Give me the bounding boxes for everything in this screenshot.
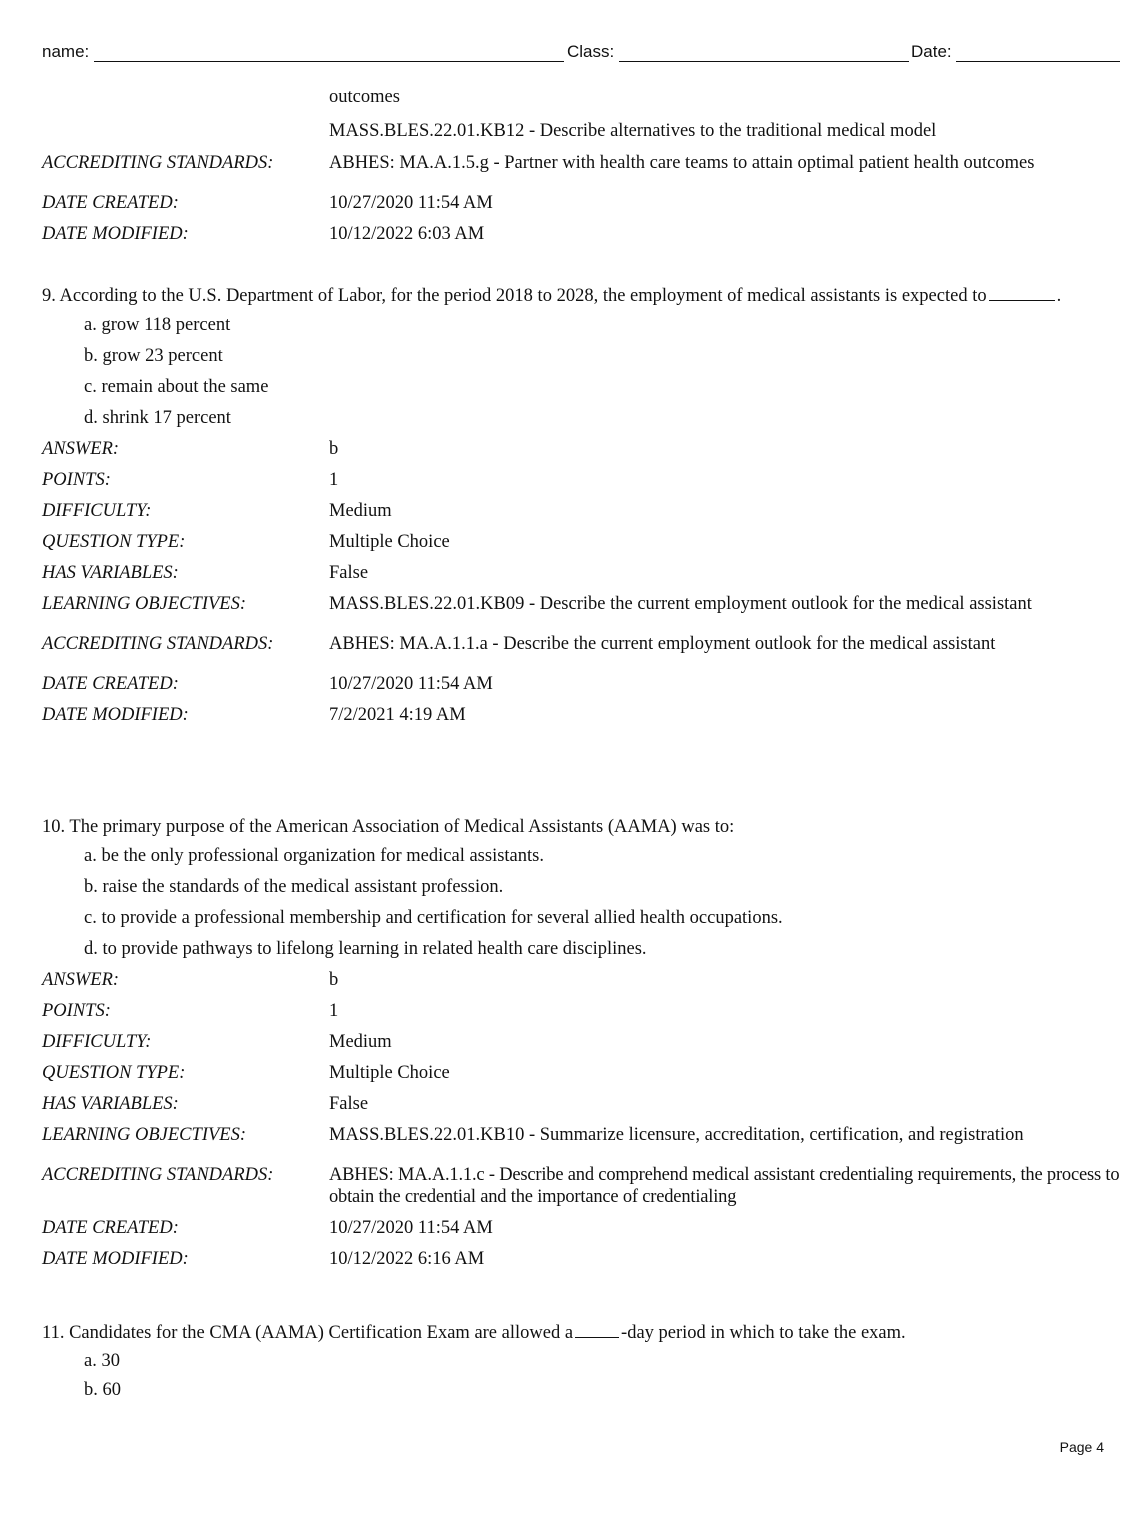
accrediting-standards-value: ABHES: MA.A.1.1.a - Describe the current employment outlook for the medical assistant xyxy=(329,634,996,654)
name-label: name: xyxy=(42,42,90,61)
worksheet-header xyxy=(42,42,1120,66)
has-variables-label: HAS VARIABLES: xyxy=(42,563,179,583)
question-9 xyxy=(42,283,1122,731)
date-created-label: DATE CREATED: xyxy=(42,674,179,694)
date-created-value: 10/27/2020 11:54 AM xyxy=(329,674,493,694)
answer-value: b xyxy=(329,970,339,990)
accrediting-standards-label: ACCREDITING STANDARDS: xyxy=(42,1165,274,1185)
option-b: b. raise the standards of the medical assistant profession. xyxy=(84,877,504,897)
question-type-label: QUESTION TYPE: xyxy=(42,532,186,552)
question-10-text: 10. The primary purpose of the American Association of Medical Assistants (AAMA) was to: xyxy=(42,817,735,837)
difficulty-label: DIFFICULTY: xyxy=(42,501,152,521)
accrediting-standards-label: ACCREDITING STANDARDS: xyxy=(42,153,274,173)
difficulty-value: Medium xyxy=(329,501,392,521)
option-d: d. shrink 17 percent xyxy=(84,408,231,428)
question-9-text: 9. According to the U.S. Department of Labor, for the period 2018 to 2028, the employment of medical assistants is expected to . xyxy=(42,286,1062,306)
option-c: c. to provide a professional membership and certification for several allied health occupations. xyxy=(84,908,783,928)
option-b: b. 60 xyxy=(84,1380,121,1400)
answer-label: ANSWER: xyxy=(42,439,120,459)
points-label: POINTS: xyxy=(42,470,111,490)
accrediting-standards-value: ABHES: MA.A.1.5.g - Partner with health care teams to attain optimal patient health outcomes xyxy=(329,153,1035,173)
date-label: Date: xyxy=(911,42,952,61)
difficulty-label: DIFFICULTY: xyxy=(42,1032,152,1052)
question-11-text: 11. Candidates for the CMA (AAMA) Certification Exam are allowed a -day period in which to take the exam. xyxy=(42,1323,906,1343)
question-type-label: QUESTION TYPE: xyxy=(42,1063,186,1083)
points-value: 1 xyxy=(329,1001,339,1021)
lo-continued-objective: MASS.BLES.22.01.KB12 - Describe alternatives to the traditional medical model xyxy=(329,121,937,141)
date-modified-value: 7/2/2021 4:19 AM xyxy=(329,705,466,725)
class-blank-line xyxy=(619,61,909,62)
date-blank-line xyxy=(956,61,1120,62)
question-type-value: Multiple Choice xyxy=(329,1063,450,1083)
learning-objectives-label: LEARNING OBJECTIVES: xyxy=(42,594,246,614)
question-type-value: Multiple Choice xyxy=(329,532,450,552)
date-created-label: DATE CREATED: xyxy=(42,1218,179,1238)
date-modified-label: DATE MODIFIED: xyxy=(42,705,189,725)
option-b: b. grow 23 percent xyxy=(84,346,223,366)
points-value: 1 xyxy=(329,470,339,490)
learning-objectives-value: MASS.BLES.22.01.KB10 - Summarize licensure, accreditation, certification, and registration xyxy=(329,1125,1024,1145)
option-c: c. remain about the same xyxy=(84,377,269,397)
question-11 xyxy=(42,1320,1122,1405)
lo-continued-text: outcomes xyxy=(329,87,400,107)
option-a: a. grow 118 percent xyxy=(84,315,231,335)
question-10 xyxy=(42,814,1122,1275)
accrediting-standards-value: ABHES: MA.A.1.1.c - Describe and comprehend medical assistant credentialing requirements, the process to obtain the credential and the importance of credentialing xyxy=(329,1165,1120,1207)
answer-label: ANSWER: xyxy=(42,970,120,990)
option-d: d. to provide pathways to lifelong learning in related health care disciplines. xyxy=(84,939,647,959)
accrediting-standards-label: ACCREDITING STANDARDS: xyxy=(42,634,274,654)
option-a: a. 30 xyxy=(84,1351,120,1371)
class-label: Class: xyxy=(567,42,615,61)
has-variables-value: False xyxy=(329,1094,369,1114)
points-label: POINTS: xyxy=(42,1001,111,1021)
name-blank-line xyxy=(94,61,564,62)
answer-value: b xyxy=(329,439,339,459)
has-variables-value: False xyxy=(329,563,369,583)
date-created-label: DATE CREATED: xyxy=(42,193,179,213)
date-modified-label: DATE MODIFIED: xyxy=(42,1249,189,1269)
q8-metadata-continued xyxy=(42,86,1122,250)
page-number: Page 4 xyxy=(1059,1439,1104,1455)
date-modified-value: 10/12/2022 6:03 AM xyxy=(329,224,485,244)
difficulty-value: Medium xyxy=(329,1032,392,1052)
date-modified-label: DATE MODIFIED: xyxy=(42,224,189,244)
learning-objectives-value: MASS.BLES.22.01.KB09 - Describe the current employment outlook for the medical assistant xyxy=(329,594,1032,614)
date-created-value: 10/27/2020 11:54 AM xyxy=(329,1218,493,1238)
date-created-value: 10/27/2020 11:54 AM xyxy=(329,193,493,213)
learning-objectives-label: LEARNING OBJECTIVES: xyxy=(42,1125,246,1145)
answer-blank xyxy=(989,300,1055,301)
option-a: a. be the only professional organization for medical assistants. xyxy=(84,846,544,866)
date-modified-value: 10/12/2022 6:16 AM xyxy=(329,1249,485,1269)
has-variables-label: HAS VARIABLES: xyxy=(42,1094,179,1114)
answer-blank xyxy=(575,1337,619,1338)
